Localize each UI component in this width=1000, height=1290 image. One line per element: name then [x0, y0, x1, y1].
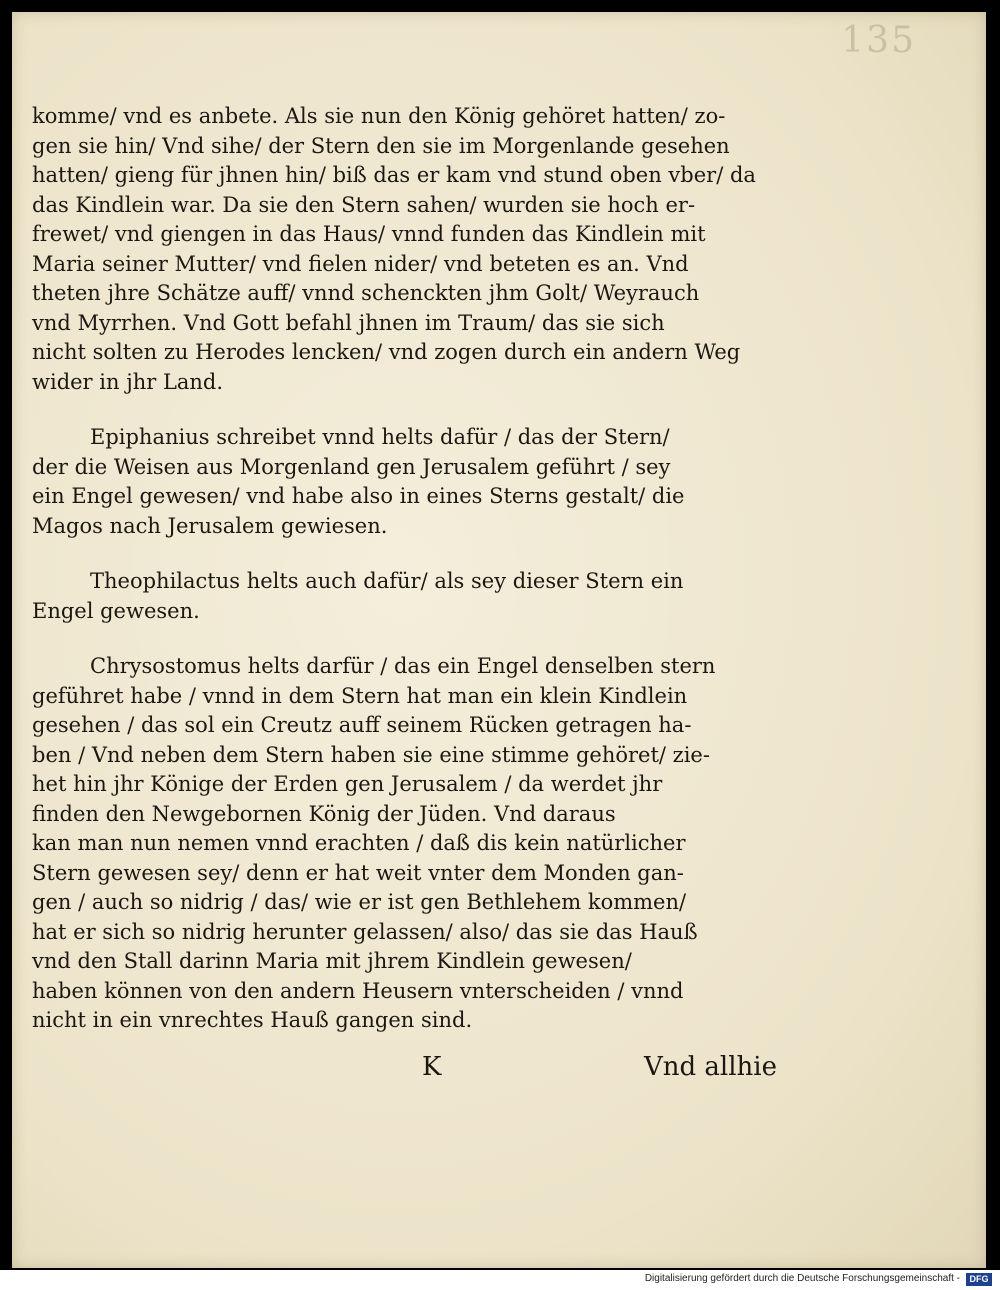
text-line: finden den Newgebornen König der Jüden. Vnd daraus: [32, 801, 616, 826]
text-line: ein Engel gewesen/ vnd habe also in eines Sterns gestalt/ die: [32, 484, 685, 508]
text-line: Stern gewesen sey/ denn er hat weit vnter dem Monden gan-: [32, 860, 684, 885]
text-line: gesehen / das sol ein Creutz auff seinem Rücken getragen ha-: [32, 713, 692, 737]
folio-number: 135: [841, 20, 916, 61]
text-line: Epiphanius schreibet vnnd helts dafür / das der Stern/: [90, 425, 670, 449]
text-line: der die Weisen aus Morgenland gen Jerusalem geführt / sey: [32, 454, 671, 479]
credit-bar: [0, 1270, 1000, 1290]
page-footer: [32, 1052, 777, 1094]
scanned-page: [12, 12, 986, 1268]
text-line: das Kindlein war. Da sie den Stern sahen/ wurden sie hoch er-: [32, 192, 696, 217]
signature-mark: K: [422, 1052, 442, 1082]
text-line: Engel gewesen.: [32, 598, 200, 623]
digitization-credit: Digitalisierung gefördert durch die Deutsche Forschungsgemeinschaft -: [644, 1273, 960, 1284]
text-line: vnd den Stall darinn Maria mit jhrem Kindlein gewesen/: [32, 949, 632, 973]
paragraph-3: [32, 567, 777, 626]
text-line: Magos nach Jerusalem gewiesen.: [32, 513, 388, 538]
text-line: geführet habe / vnnd in dem Stern hat man ein klein Kindlein: [32, 683, 688, 708]
text-line: nicht solten zu Herodes lencken/ vnd zogen durch ein andern Weg: [32, 340, 741, 364]
dfg-logo[interactable]: DFG: [966, 1273, 992, 1286]
text-line: kan man nun nemen vnnd erachten / daß dis kein natürlicher: [32, 831, 686, 855]
text-line: komme/ vnd es anbete. Als sie nun den König gehöret hatten/ zo-: [32, 104, 726, 128]
text-line: Chrysostomus helts darfür / das ein Engel denselben stern: [90, 654, 716, 678]
text-line: nicht in ein vnrechtes Hauß gangen sind.: [32, 1008, 473, 1032]
text-line: haben können von den andern Heusern vnterscheiden / vnnd: [32, 978, 684, 1003]
text-line: hatten/ gieng für jhnen hin/ biß das er kam vnd stund oben vber/ da: [32, 163, 756, 187]
body-text: [32, 102, 777, 1062]
paragraph-1: [32, 102, 777, 397]
text-line: vnd Myrrhen. Vnd Gott befahl jhnen im Traum/ das sie sich: [32, 310, 665, 335]
text-line: theten jhre Schätze auff/ vnnd schenckten jhm Golt/ Weyrauch: [32, 281, 700, 305]
text-line: hat er sich so nidrig herunter gelassen/ also/ das sie das Hauß: [32, 919, 698, 944]
paragraph-2: [32, 423, 777, 541]
text-line: Theophilactus helts auch dafür/ als sey dieser Stern ein: [90, 569, 684, 593]
text-line: frewet/ vnd giengen in das Haus/ vnnd funden das Kindlein mit: [32, 222, 706, 246]
catchword: Vnd allhie: [643, 1052, 777, 1082]
text-line: ben / Vnd neben dem Stern haben sie eine stimme gehöret/ zie-: [32, 742, 710, 767]
text-line: wider in jhr Land.: [32, 369, 224, 394]
text-line: Maria seiner Mutter/ vnd fielen nider/ vnd beteten es an. Vnd: [32, 251, 689, 276]
text-line: het hin jhr Könige der Erden gen Jerusalem / da werdet jhr: [32, 772, 663, 796]
text-line: gen / auch so nidrig / das/ wie er ist gen Bethlehem kommen/: [32, 890, 687, 914]
text-line: gen sie hin/ Vnd sihe/ der Stern den sie im Morgenlande gesehen: [32, 133, 730, 158]
paragraph-4: [32, 652, 777, 1036]
